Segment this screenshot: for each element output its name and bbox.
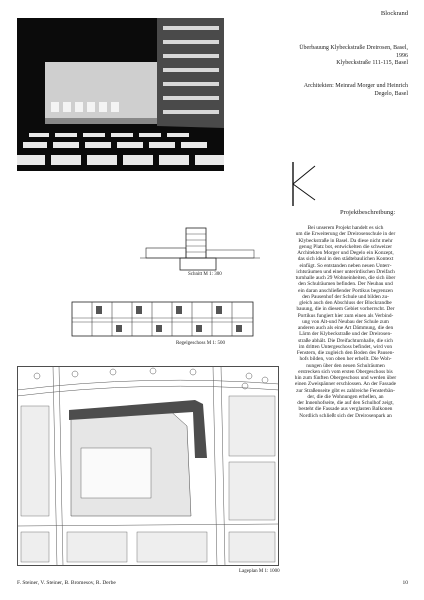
description-line: besteht die Fassade aus verglasten Balkonen — [298, 406, 393, 413]
page-number: 10 — [402, 580, 408, 586]
site-plan-drawing — [17, 366, 279, 566]
description-line: Bei unserem Projekt handelt es sich — [307, 225, 384, 231]
footer-authors: F. Steiner, V. Steiner, B. Bromesov, R. Derbe — [17, 580, 116, 586]
description-line: bauung, die in diesem Gebiet vorherrscht. Der — [296, 306, 395, 313]
description-line: den Schulräumen befinden. Der Neubau und — [298, 281, 393, 288]
description-line: Architekten Morger und Degelo ein Konzept, — [297, 250, 394, 256]
architects-caption — [278, 83, 408, 98]
description-line: einen Zweispänner erschlossen. An der Fassade — [295, 381, 396, 388]
description-line: genug Platz bot, entwickelten die schweizer — [299, 243, 392, 250]
description-line: erstrecken sich vom ersten Obergeschoss bis — [298, 368, 393, 375]
description-line: Nordlich schließt sich der Dreirosenpark an — [299, 412, 392, 419]
project-address: Klybeckstraße 111-115, Basel — [336, 60, 408, 66]
building-photo — [17, 18, 224, 171]
project-caption — [278, 45, 408, 68]
description-title: Projektbeschreibung: — [340, 209, 396, 216]
description-line: das sich ideal in den städtebaulichen Kontext — [297, 256, 394, 263]
architects-line: Degelo, Basel — [374, 90, 408, 97]
description-line: hofs bilden, von oben her erhellt. Die Woh- — [299, 356, 392, 363]
architects-line: Architekten: Meinrad Morger und Heinrich — [303, 83, 408, 89]
description-line: hin zum fünften Obergeschoss und werden über — [294, 375, 397, 381]
description-line: der, die die Wohnungen erhellen, an — [307, 393, 384, 400]
description-line: ichtsräumen und einer unterirdischen Dreifach — [296, 268, 395, 275]
description-line: straße abhält. Die Dreifachturnhalle, die sich — [298, 337, 393, 344]
description-line: Klybeckstraße in Basel. Da diese nicht mehr — [298, 237, 393, 244]
description-line: anderen auch als eine Art Dämmung, die den — [297, 325, 394, 331]
section-drawing — [140, 224, 260, 274]
description-line: turnhalle auch 29 Wohneinheiten, die sich über — [295, 275, 396, 281]
description-line: Portikus fungiert hier zum einen als Verbind- — [297, 312, 394, 319]
north-arrow-icon — [285, 160, 321, 210]
description-line: Fenstern, die zugleich den Boden des Pausen- — [296, 350, 395, 356]
project-title: Überbauung Klybeckstraße Dreirosen, Basel, — [299, 45, 408, 51]
plan-scale-label: Regelgeschoss M 1: 500 — [176, 341, 226, 346]
description-line: der Innenhofseite, die auf den Schulhof zeigt, — [297, 400, 394, 406]
description-text — [285, 225, 406, 419]
floor-plan-drawing — [70, 298, 255, 340]
description-line: ein daran anschließender Portikus begrenzen — [298, 287, 393, 294]
description-line: den Pausenhof der Schule und bilden zu- — [302, 293, 389, 300]
description-line: zur Straßenseite gibt es zahlreiche Fensterbän- — [296, 387, 395, 394]
description-line: einfügt. So entstanden neben neuen Unterr- — [299, 262, 392, 269]
description-line: ung von Alt-und Neubau der Schule zum — [302, 318, 389, 325]
project-year: 1996 — [396, 52, 408, 59]
description-line: im dritten Untergeschoss befindet, wird von — [298, 343, 393, 350]
description-line: Lärm der Klybeckstraße und der Dreirosen- — [299, 331, 392, 338]
description-line: um die Erweiterung der Dreirosenschule in der — [295, 231, 396, 238]
section-label: Blockrand — [380, 10, 408, 17]
section-scale-label: Schnitt M 1: 300 — [188, 272, 222, 277]
description-line: gleich auch den Abschluss der Blockrandbe — [299, 300, 392, 306]
description-line: nungen über den neuen Schulräumen — [306, 362, 385, 369]
site-scale-label: Lageplan M 1: 1000 — [239, 569, 280, 574]
